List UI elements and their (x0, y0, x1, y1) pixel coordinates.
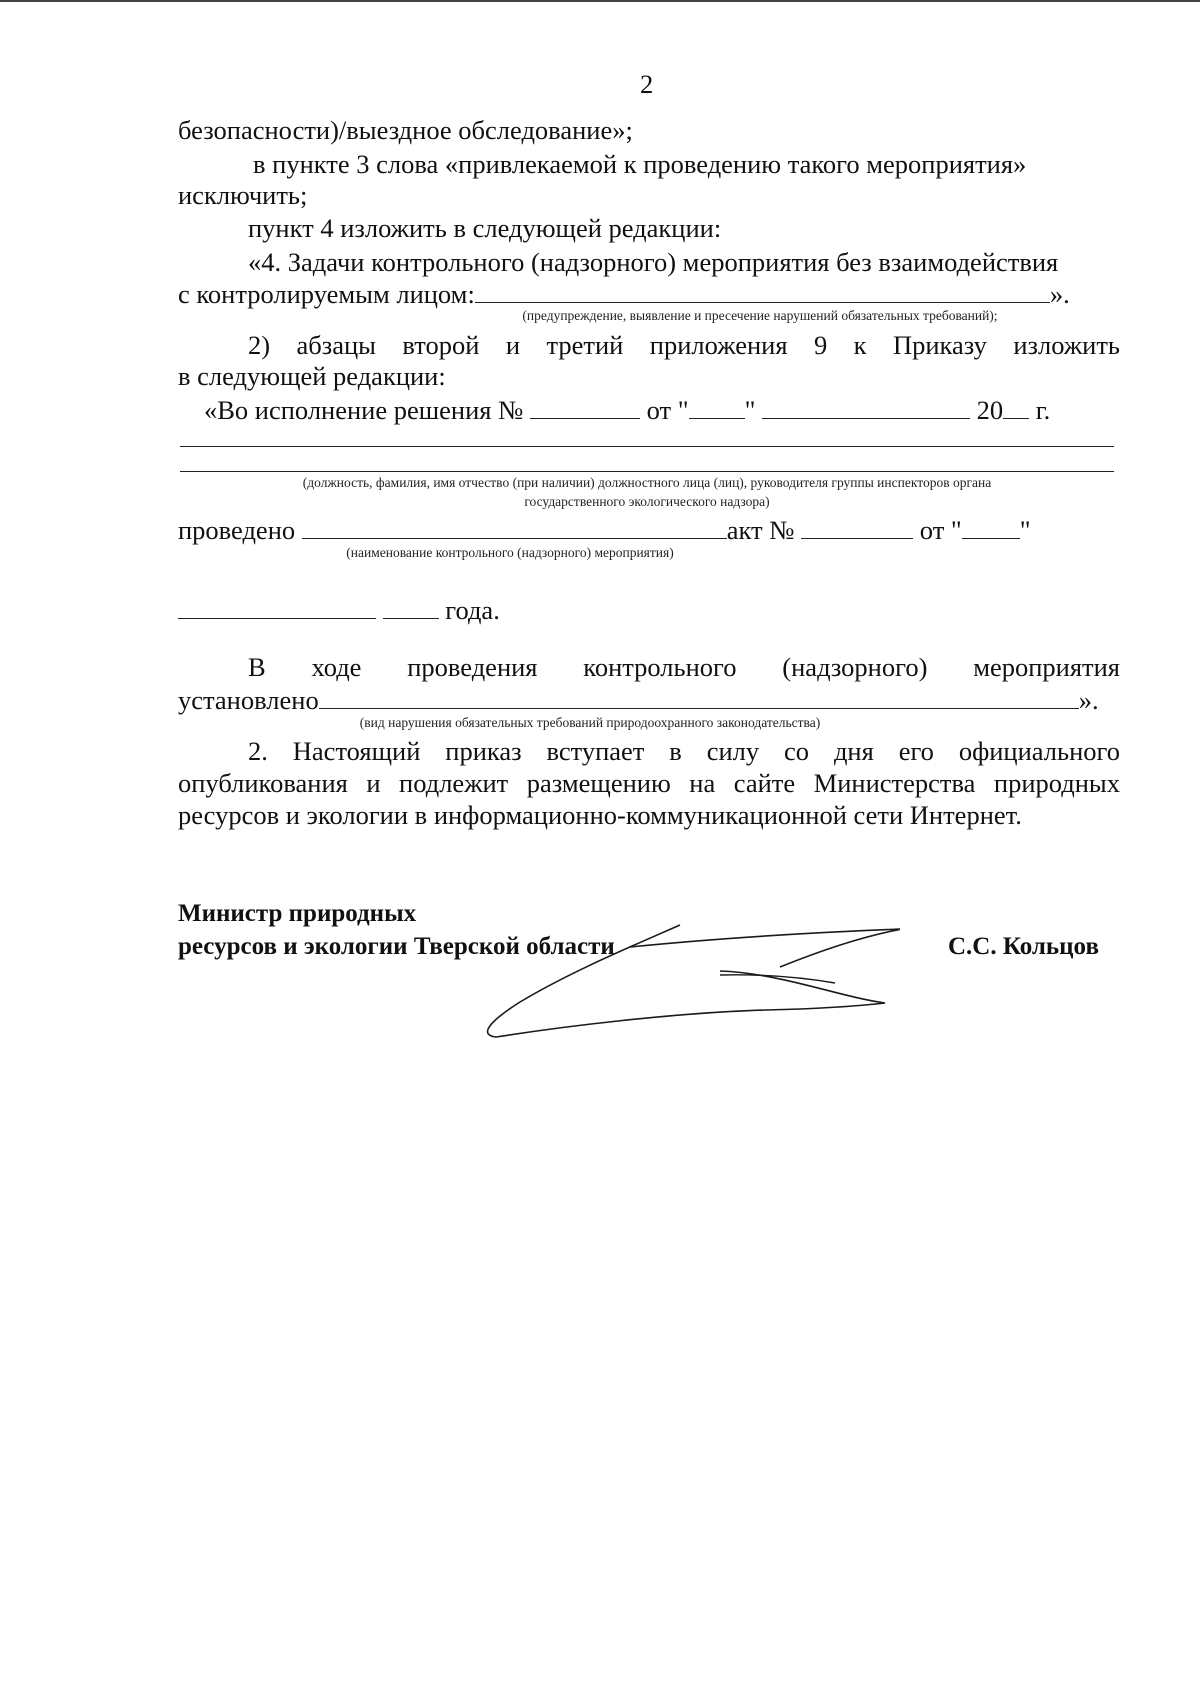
line-text: от " (646, 395, 689, 425)
blank-field (319, 686, 1079, 709)
blank-field (302, 516, 727, 539)
paragraph-line (253, 148, 1119, 180)
line-text: " (744, 395, 756, 425)
handwritten-signature (480, 917, 900, 1042)
justified-text: 2) абзацы второй и третий приложения 9 к Приказу изложить (248, 330, 1120, 360)
paragraph-line: безопасности)/выездное обследование»; (178, 115, 633, 145)
signatory-title: ресурсов и экологии Тверской области (178, 933, 615, 960)
signatory-title: Министр природных (178, 900, 417, 927)
paragraph-line: «4. Задачи контрольного (надзорного) мероприятия без взаимодействия (248, 247, 1059, 277)
field-caption: (наименование контрольного (надзорного) мероприятия) (346, 545, 674, 560)
field-caption: государственного экологического надзора) (524, 494, 770, 509)
blank-field (801, 516, 913, 539)
paragraph-line (178, 594, 500, 626)
closing-quote: ». (1078, 685, 1099, 715)
paragraph-line (248, 651, 1120, 683)
paragraph-line (178, 684, 1099, 716)
line-text: " (1019, 515, 1031, 545)
field-caption: (вид нарушения обязательных требований природоохранного законодательства) (359, 715, 821, 730)
line-text: года. (445, 595, 500, 625)
blank-line (180, 471, 1114, 472)
line-text: с контролируемым лицом: (178, 279, 475, 309)
blank-field (178, 596, 376, 619)
justified-text: в пункте 3 слова «привлекаемой к проведению такого мероприятия» (253, 149, 1027, 179)
signatory-name: С.С. Кольцов (948, 933, 1099, 960)
paragraph-line (178, 278, 1070, 310)
blank-field (383, 596, 439, 619)
line-text: 20 (976, 395, 1004, 425)
blank-field (475, 280, 1050, 303)
blank-field (762, 396, 970, 419)
line-text: «Во исполнение решения № (204, 395, 524, 425)
blank-field (1003, 396, 1029, 419)
line-text: проведено (178, 515, 296, 545)
line-text: установлено (178, 685, 319, 715)
line-text: г. (1035, 395, 1051, 425)
blank-field (689, 396, 745, 419)
blank-field (962, 516, 1020, 539)
page-number: 2 (640, 69, 654, 99)
paragraph-line: исключить; (178, 180, 308, 210)
paragraph-line: пункт 4 изложить в следующей редакции: (248, 213, 722, 243)
paragraph-line (178, 514, 1031, 546)
blank-field (530, 396, 640, 419)
blank-line (180, 446, 1114, 447)
closing-quote: ». (1049, 279, 1070, 309)
field-caption: (должность, фамилия, имя отчество (при наличии) должностного лица (лиц), руководителя группы инспекторов органа (302, 475, 992, 490)
paragraph-line: в следующей редакции: (178, 361, 446, 391)
paragraph-line (248, 329, 1120, 361)
paragraph-line (204, 394, 1050, 426)
justified-text: 2. Настоящий приказ вступает в силу со дня его официального (248, 736, 1120, 766)
paragraph-line (248, 735, 1120, 767)
justified-text: опубликования и подлежит размещению на сайте Министерства природных (178, 768, 1120, 798)
line-text: от " (919, 515, 962, 545)
line-text: акт № (726, 515, 795, 545)
paragraph-line: ресурсов и экологии в информационно-коммуникационной сети Интернет. (178, 800, 1022, 830)
paragraph-line (178, 767, 1120, 799)
field-caption: (предупреждение, выявление и пресечение нарушений обязательных требований); (522, 308, 998, 323)
justified-text: В ходе проведения контрольного (надзорного) мероприятия (248, 652, 1120, 682)
